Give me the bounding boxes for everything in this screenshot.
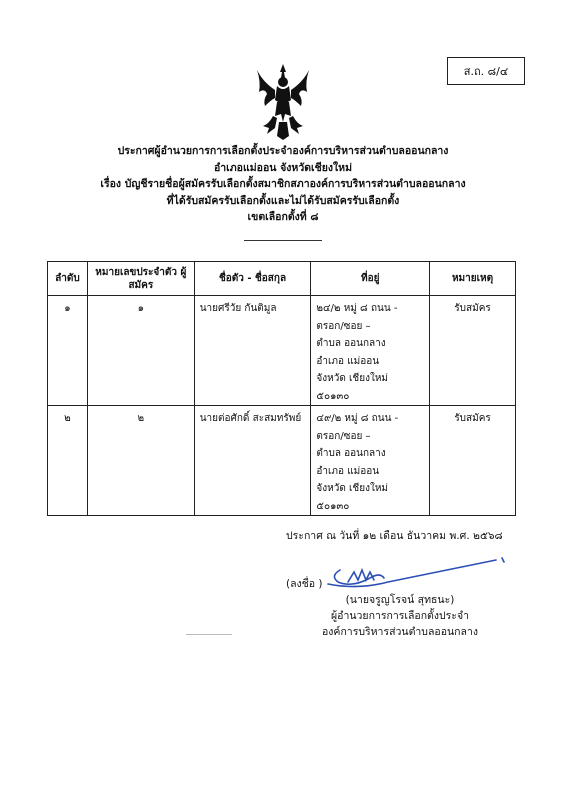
cell-seq: ๒: [48, 406, 88, 516]
document-header: [80, 143, 486, 226]
cell-number: ๑: [87, 296, 194, 406]
address-line: ตำบล ออนกลาง: [316, 448, 386, 459]
table-row: [48, 296, 516, 406]
signer-block: [310, 592, 490, 640]
faint-rule: [186, 634, 232, 635]
cell-remark: รับสมัคร: [430, 296, 516, 406]
col-header-address: ที่อยู่: [311, 262, 430, 296]
address-line: ตรอก/ซอย –: [316, 320, 371, 332]
cell-address: [311, 406, 430, 516]
address-line: ตรอก/ซอย –: [316, 430, 371, 442]
col-header-number: หมายเลขประจำตัว ผู้สมัคร: [87, 262, 194, 296]
signer-title-1: ผู้อำนวยการการเลือกตั้งประจำ: [331, 610, 469, 622]
header-line-4: ที่ได้รับสมัครรับเลือกตั้งและไม่ได้รับสมัครรับเลือกตั้ง: [166, 194, 400, 207]
address-line: ๕๐๑๓๐: [316, 500, 350, 512]
cell-remark: รับสมัคร: [430, 406, 516, 516]
cell-seq: ๑: [48, 296, 88, 406]
table-row: [48, 406, 516, 516]
address-line: จังหวัด เชียงใหม่: [316, 483, 389, 494]
garuda-emblem-icon: [255, 62, 311, 140]
handwritten-signature: [318, 556, 518, 590]
form-code: ส.ถ. ๘/๔: [463, 65, 509, 78]
header-line-1: ประกาศผู้อำนวยการการเลือกตั้งประจำองค์การบริหารส่วนตำบลออนกลาง: [117, 145, 449, 157]
announcement-date: ประกาศ ณ วันที่ ๑๒ เดือน ธันวาคม พ.ศ. ๒๕๖๘: [286, 530, 503, 542]
table-header-row: [48, 262, 516, 296]
signer-title-2: องค์การบริหารส่วนตำบลออนกลาง: [321, 626, 478, 638]
cell-address: [311, 296, 430, 406]
header-line-5: เขตเลือกตั้งที่ ๘: [247, 211, 319, 223]
header-separator: [244, 240, 322, 241]
cell-name: นายศรีวัย กันติมูล: [194, 296, 311, 406]
header-line-3: เรื่อง บัญชีรายชื่อผู้สมัครรับเลือกตั้งสมาชิกสภาองค์การบริหารส่วนตำบลออนกลาง: [100, 178, 466, 190]
cell-name: นายต่อศักดิ์ สะสมทรัพย์: [194, 406, 311, 516]
address-line: ๕๐๑๓๐: [316, 390, 350, 402]
col-header-remark: หมายเหตุ: [430, 262, 516, 296]
cell-number: ๒: [87, 406, 194, 516]
address-line: ๔๙/๒ หมู่ ๘ ถนน -: [316, 413, 399, 424]
address-line: อำเภอ แม่ออน: [316, 355, 380, 367]
form-code-box: [447, 57, 525, 85]
address-line: จังหวัด เชียงใหม่: [316, 373, 389, 384]
address-line: ๒๔/๒ หมู่ ๘ ถนน -: [316, 303, 398, 314]
candidate-table: [47, 261, 516, 516]
col-header-seq: ลำดับ: [48, 262, 88, 296]
header-line-2: อำเภอแม่ออน จังหวัดเชียงใหม่: [213, 161, 353, 174]
signature-label: (ลงชื่อ ): [286, 578, 323, 590]
address-line: อำเภอ แม่ออน: [316, 465, 380, 477]
address-line: ตำบล ออนกลาง: [316, 338, 386, 349]
signer-name: (นายจรูญโรจน์ สุทธนะ): [345, 594, 455, 606]
col-header-name: ชื่อตัว - ชื่อสกุล: [194, 262, 311, 296]
